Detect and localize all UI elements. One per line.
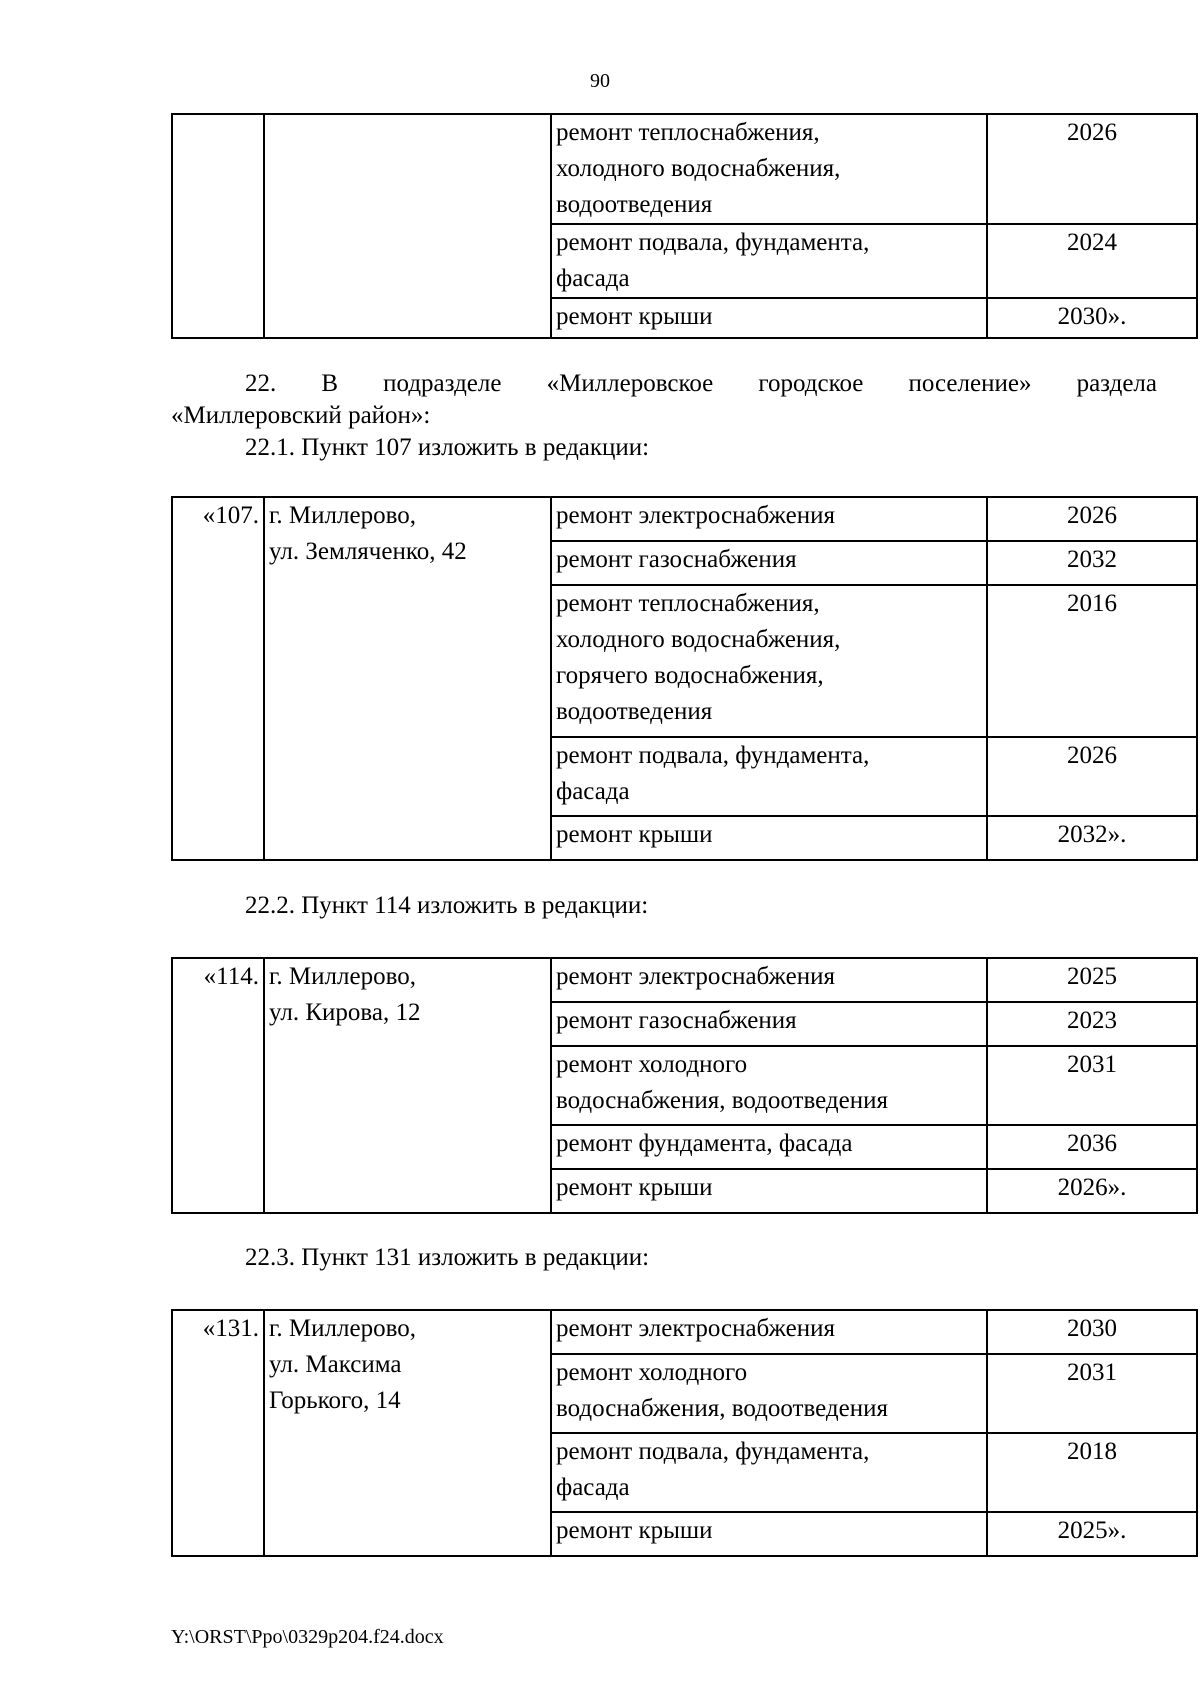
section-22-paragraph	[171, 368, 1157, 464]
year-cell: 2023	[987, 1002, 1197, 1046]
table-row	[172, 497, 1197, 541]
year-cell: 2025	[987, 958, 1197, 1002]
work-cell: ремонт теплоснабжения, холодного водоснабжения, водоотведения	[551, 114, 987, 224]
section-22-line2: «Миллеровский район»:	[171, 402, 431, 429]
year-cell: 2018	[987, 1433, 1197, 1512]
work-cell: ремонт газоснабжения	[551, 1002, 987, 1046]
work-cell: ремонт крыши	[551, 298, 987, 338]
year-cell: 2026	[987, 737, 1197, 816]
work-cell: ремонт электроснабжения	[551, 1310, 987, 1354]
item-number: «107.	[172, 497, 264, 860]
subsection-22-1: 22.1. Пункт 107 изложить в редакции:	[245, 434, 650, 461]
table-item-114	[171, 957, 1198, 1214]
address-cell	[264, 114, 551, 338]
work-cell: ремонт фундамента, фасада	[551, 1125, 987, 1169]
work-cell: ремонт крыши	[551, 816, 987, 860]
work-cell: ремонт холодного водоснабжения, водоотведения	[551, 1354, 987, 1433]
work-cell: ремонт теплоснабжения, холодного водоснабжения, горячего водоснабжения, водоотведения	[551, 585, 987, 737]
work-cell: ремонт электроснабжения	[551, 958, 987, 1002]
number-cell	[172, 114, 264, 338]
subsection-22-3: 22.3. Пункт 131 изложить в редакции:	[245, 1244, 650, 1271]
file-path-footer: Y:\ORST\Ppo\0329p204.f24.docx	[171, 1626, 444, 1648]
year-cell: 2016	[987, 585, 1197, 737]
item-number: «114.	[172, 958, 264, 1213]
year-cell: 2032».	[987, 816, 1197, 860]
address-cell: г. Миллерово, ул. Максима Горького, 14	[264, 1310, 551, 1556]
year-cell: 2026».	[987, 1169, 1197, 1213]
year-cell: 2032	[987, 541, 1197, 585]
year-cell: 2026	[987, 497, 1197, 541]
year-cell: 2025».	[987, 1512, 1197, 1556]
work-cell: ремонт крыши	[551, 1512, 987, 1556]
work-cell: ремонт электроснабжения	[551, 497, 987, 541]
continuation-table	[171, 113, 1198, 339]
work-cell: ремонт подвала, фундамента, фасада	[551, 224, 987, 298]
work-cell: ремонт газоснабжения	[551, 541, 987, 585]
table-row	[172, 958, 1197, 1002]
year-cell: 2030	[987, 1310, 1197, 1354]
table-row	[172, 114, 1197, 224]
section-22-line1: 22. В подразделе «Миллеровское городское поселение» раздела	[245, 370, 1157, 397]
year-cell: 2026	[987, 114, 1197, 224]
address-cell: г. Миллерово, ул. Кирова, 12	[264, 958, 551, 1213]
table-item-107	[171, 496, 1198, 861]
work-cell: ремонт холодного водоснабжения, водоотведения	[551, 1046, 987, 1125]
address-cell: г. Миллерово, ул. Земляченко, 42	[264, 497, 551, 860]
work-cell: ремонт крыши	[551, 1169, 987, 1213]
year-cell: 2030».	[987, 298, 1197, 338]
page-number: 90	[590, 70, 610, 92]
year-cell: 2031	[987, 1354, 1197, 1433]
table-row	[172, 1310, 1197, 1354]
year-cell: 2024	[987, 224, 1197, 298]
work-cell: ремонт подвала, фундамента, фасада	[551, 1433, 987, 1512]
item-number: «131.	[172, 1310, 264, 1556]
year-cell: 2031	[987, 1046, 1197, 1125]
year-cell: 2036	[987, 1125, 1197, 1169]
subsection-22-2: 22.2. Пункт 114 изложить в редакции:	[245, 892, 649, 919]
work-cell: ремонт подвала, фундамента, фасада	[551, 737, 987, 816]
table-item-131	[171, 1309, 1198, 1557]
